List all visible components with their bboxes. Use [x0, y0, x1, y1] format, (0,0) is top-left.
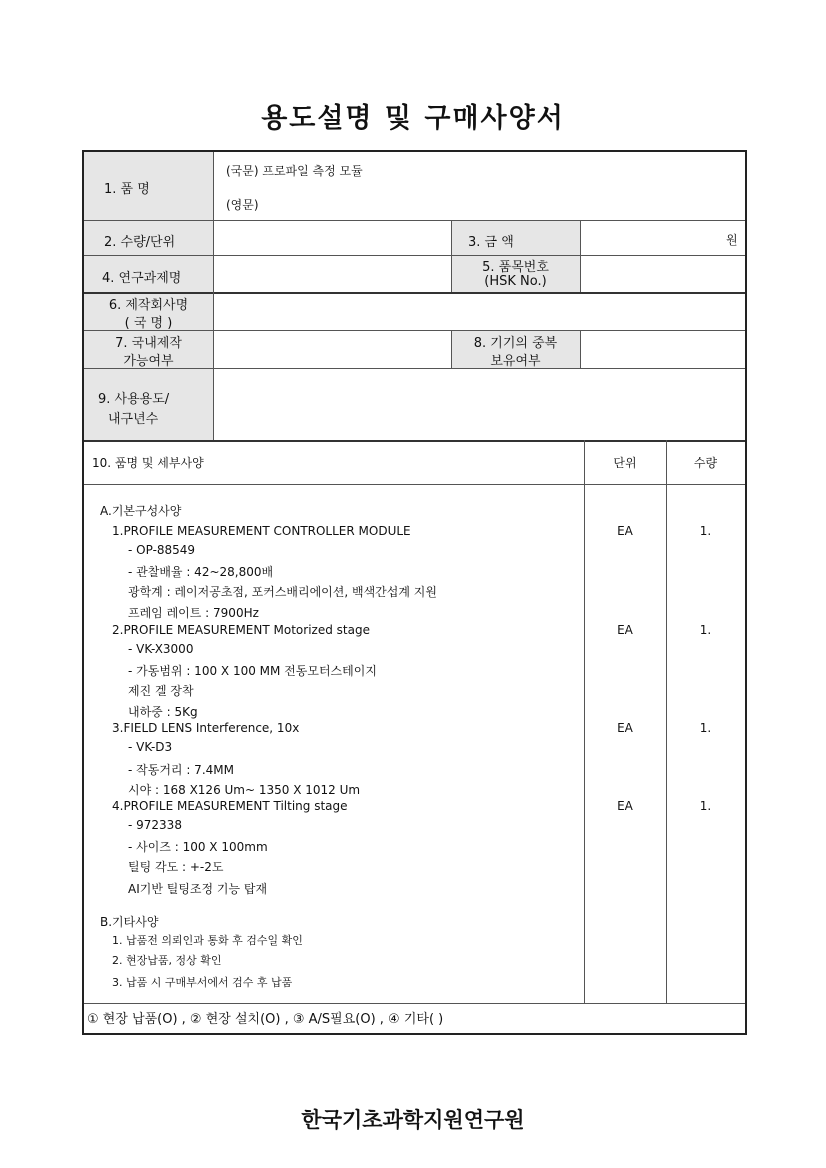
qty-label: 2. 수량/단위	[104, 235, 176, 250]
section-b-title: B.기타사양	[100, 915, 159, 929]
spec-item-name: 2.PROFILE MEASUREMENT Motorized stage	[112, 623, 370, 637]
col-divider	[580, 220, 581, 292]
purpose-label-1: 9. 사용용도/	[98, 392, 170, 407]
spec-item-unit: EA	[617, 799, 633, 813]
spec-item-qty: 1.	[699, 524, 712, 538]
spec-item-unit: EA	[617, 721, 633, 735]
spec-item-unit: EA	[617, 623, 633, 637]
row-divider	[84, 440, 745, 442]
row-divider	[84, 220, 745, 221]
spec-detail: - 972338	[128, 818, 182, 832]
row-divider	[84, 255, 745, 256]
maker-label-2: ( 국 명 )	[124, 316, 173, 331]
spec-item-qty: 1.	[699, 721, 712, 735]
spec-detail: - 관찰배율 : 42~28,800배	[128, 565, 274, 579]
item-name-label: 1. 품 명	[104, 182, 150, 197]
spec-item-qty: 1.	[699, 623, 712, 637]
spec-detail: - 사이즈 : 100 X 100mm	[128, 840, 268, 854]
amount-unit: 원	[726, 233, 738, 247]
document-title: 용도설명 및 구매사양서	[261, 103, 565, 134]
domestic-label-2: 가능여부	[123, 354, 174, 369]
domestic-label-1: 7. 국내제작	[115, 336, 182, 351]
spec-item-unit: EA	[617, 524, 633, 538]
spec-item-name: 3.FIELD LENS Interference, 10x	[112, 721, 300, 735]
spec-form	[82, 150, 747, 1035]
col-divider	[580, 330, 581, 368]
unit-header: 단위	[613, 456, 637, 470]
spec-header: 10. 품명 및 세부사양	[92, 456, 204, 470]
amount-label: 3. 금 액	[468, 235, 514, 250]
col-divider	[213, 152, 214, 440]
spec-detail: 제진 겔 장착	[128, 684, 194, 698]
spec-detail: 시야 : 168 X126 Um~ 1350 X 1012 Um	[128, 783, 361, 797]
section-a-title: A.기본구성사양	[100, 504, 182, 518]
spec-detail: - 가동범위 : 100 X 100 MM 전동모터스테이지	[128, 664, 377, 678]
item-name-english: (영문)	[226, 198, 259, 212]
other-spec: 3. 납품 시 구매부서에서 검수 후 납품	[112, 976, 293, 989]
item-name-korean: (국문) 프로파일 측정 모듈	[226, 164, 363, 178]
spec-detail: - OP-88549	[128, 543, 196, 557]
spec-detail: 광학계 : 레이저공초점, 포커스배리에이션, 백색간섭계 지원	[128, 585, 437, 599]
institution-name: 한국기초과학지원연구원	[301, 1108, 525, 1132]
spec-detail: 틸팅 각도 : +-2도	[128, 860, 224, 874]
spec-detail: - VK-X3000	[128, 642, 194, 656]
other-spec: 1. 납품전 의뢰인과 통화 후 검수일 확인	[112, 934, 303, 947]
spec-item-qty: 1.	[699, 799, 712, 813]
row-divider	[84, 1003, 745, 1004]
duplicate-label-1: 8. 기기의 중복	[473, 336, 558, 351]
duplicate-label-2: 보유여부	[490, 354, 541, 369]
item-no-label-1: 5. 품목번호	[482, 260, 549, 275]
spec-detail: 내하중 : 5Kg	[128, 705, 198, 719]
other-spec: 2. 현장납품, 정상 확인	[112, 954, 222, 967]
spec-item-name: 4.PROFILE MEASUREMENT Tilting stage	[112, 799, 348, 813]
spec-item-name: 1.PROFILE MEASUREMENT CONTROLLER MODULE	[112, 524, 411, 538]
spec-detail: AI기반 틸팅조정 기능 탑재	[128, 882, 268, 896]
spec-detail: 프레임 레이트 : 7900Hz	[128, 606, 259, 620]
spec-detail: - 작동거리 : 7.4MM	[128, 763, 234, 777]
qty-header: 수량	[693, 456, 718, 470]
delivery-options: ① 현장 납품(O) , ② 현장 설치(O) , ③ A/S필요(O) , ④ 기타( )	[87, 1012, 444, 1027]
maker-label-1: 6. 제작회사명	[108, 298, 189, 313]
spec-detail: - VK-D3	[128, 740, 173, 754]
item-no-label-2: (HSK No.)	[484, 274, 547, 289]
row-divider	[84, 484, 745, 485]
project-label: 4. 연구과제명	[102, 271, 182, 286]
purpose-label-2: 내구년수	[108, 412, 159, 427]
